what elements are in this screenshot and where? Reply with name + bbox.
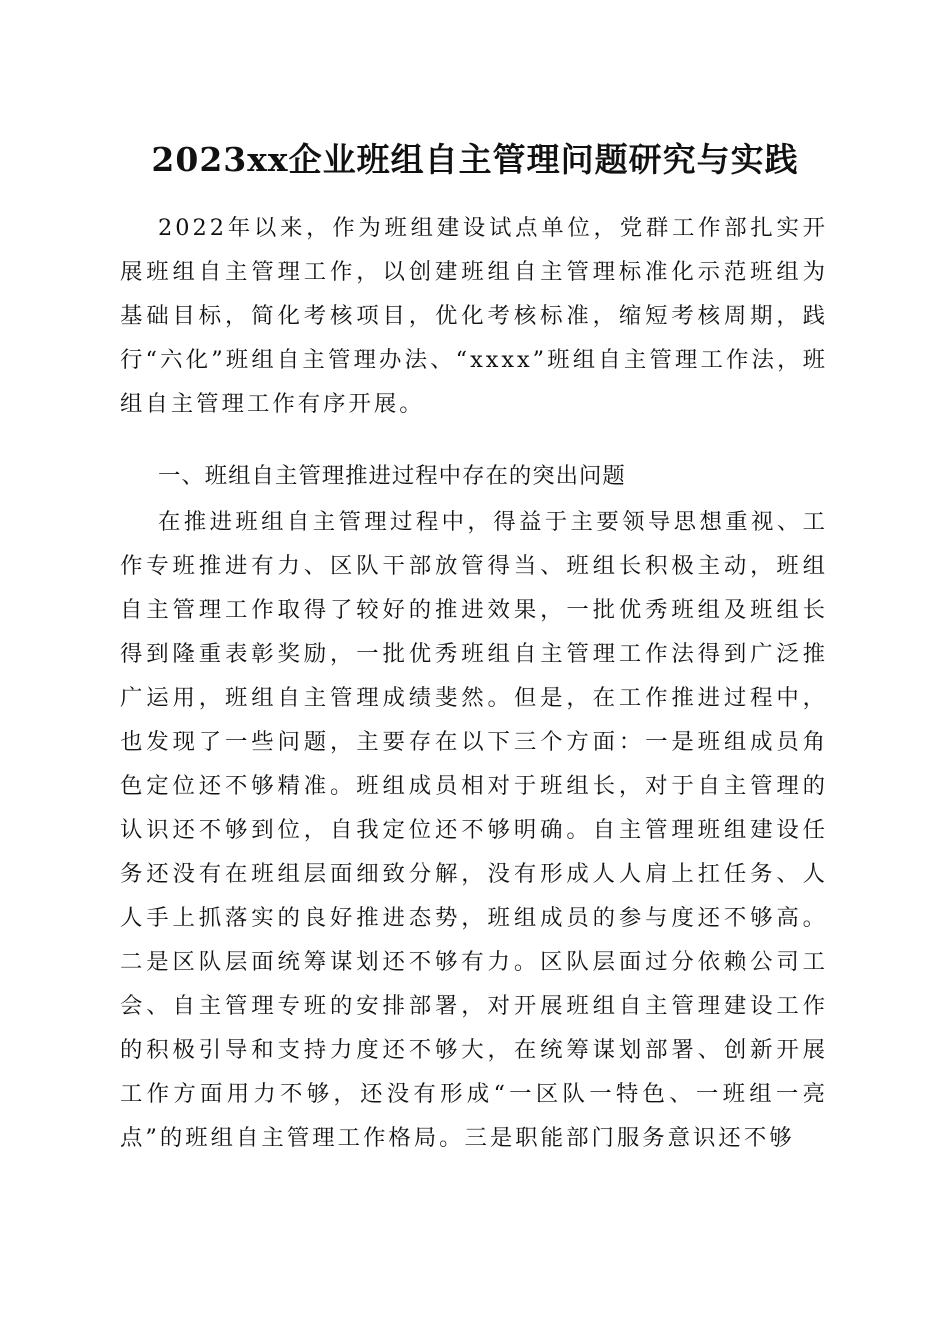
document-title: 2023xx企业班组自主管理问题研究与实践 [151,140,799,179]
section-heading-1: 一、班组自主管理推进过程中存在的突出问题 [158,463,626,489]
body-paragraph: 在推进班组自主管理过程中，得益于主要领导思想重视、工作专班推进有力、区队干部放管得当、班组长积极主动，班组自主管理工作取得了较好的推进效果，一批优秀班组及班组长得到隆重表彰奖励，一批优秀班组自主管理工作法得到广泛推广运用，班组自主管理成绩斐然。但是，在工作推进过程中，也发现了一些问题，主要存在以下三个方面：一是班组成员角色定位还不够精准。班组成员相对于班组长，对于自主管理的认识还不够到位，自我定位还不够明确。自主管理班组建设任务还没有在班组层面细致分解，没有形成人人肩上扛任务、人人手上抓落实的良好推进态势，班组成员的参与度还不够高。二是区队层面统筹谋划还不够有力。区队层面过分依赖公司工会、自主管理专班的安排部署，对开展班组自主管理建设工作的积极引导和支持力度还不够大，在统筹谋划部署、创新开展工作方面用力不够，还没有形成“一区队一特色、一班组一亮点”的班组自主管理工作格局。三是职能部门服务意识还不够 [120,509,828,1151]
intro-paragraph: 2022年以来，作为班组建设试点单位，党群工作部扎实开展班组自主管理工作，以创建班组自主管理标准化示范班组为基础目标，简化考核项目，优化考核标准，缩短考核周期，践行“六化”班组自主管理办法、“xxxx”班组自主管理工作法，班组自主管理工作有序开展。 [120,215,828,417]
